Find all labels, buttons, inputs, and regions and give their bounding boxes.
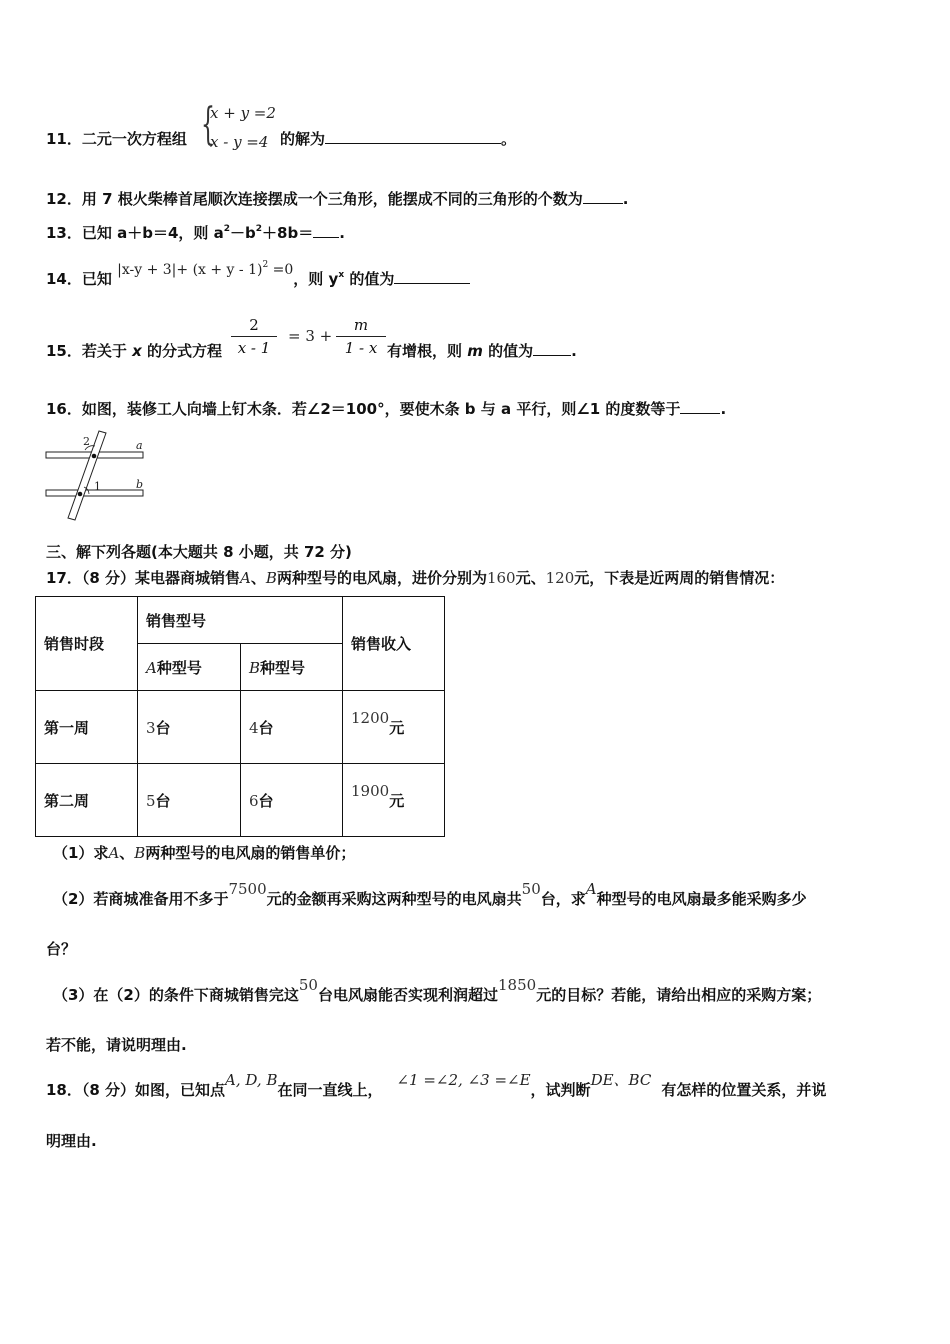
header-model: 销售型号 [138, 597, 343, 644]
equation-mid: = 3 + [288, 327, 333, 345]
cell-income: 1200元 [343, 691, 445, 764]
header-model-a: A种型号 [138, 644, 241, 691]
equation: $|x-y + 3|+ (x + y - 1)^2 =0$ [117, 260, 294, 278]
cell-period: 第二周 [36, 764, 138, 837]
label-1: 1 [94, 480, 101, 493]
label-2: 2 [83, 435, 90, 448]
nail-top [92, 454, 97, 459]
equation-1: x + y =2 [210, 104, 276, 122]
sales-table [35, 596, 445, 837]
cell-b: 6台 [241, 764, 343, 837]
fraction-1: 2 x - 1 [231, 316, 277, 357]
question-15-start: 15．若关于 x 的分式方程 [46, 342, 223, 360]
nail-bottom [78, 492, 83, 497]
header-income: 销售收入 [343, 597, 445, 691]
answer-blank[interactable] [680, 399, 720, 414]
wood-strips-figure [40, 428, 152, 524]
table-row [36, 764, 445, 837]
cell-a: 3台 [138, 691, 241, 764]
answer-blank[interactable] [325, 129, 501, 144]
fraction-bar [231, 336, 277, 337]
question-13: 13．已知 a＋b＝4，则 $a^2-b^2+8b=$ . [46, 224, 345, 242]
table-row [36, 691, 445, 764]
question-17-part-3-cont: 若不能，请说明理由. [46, 1036, 187, 1054]
question-17-part-2-cont: 台？ [46, 940, 77, 958]
question-18-cont: 明理由. [46, 1132, 97, 1150]
fraction-2: m 1 - x [336, 316, 386, 357]
fraction-bar [336, 336, 386, 337]
label-a: a [136, 439, 143, 452]
answer-blank[interactable] [583, 189, 623, 204]
system-brace: { [201, 99, 215, 150]
header-period: 销售时段 [36, 597, 138, 691]
answer-blank[interactable] [313, 223, 339, 238]
question-14: 14．已知 $|x-y + 3|+ (x + y - 1)^2 =0$，则 $y^x$ 的值为 [46, 268, 470, 289]
cell-period: 第一周 [36, 691, 138, 764]
question-17: 17．（8 分）某电器商城销售A、B两种型号的电风扇，进价分别为160元、120元，下表是近两周的销售情况： [46, 569, 785, 587]
question-16: 16．如图，装修工人向墙上钉木条．若∠2＝100°，要使木条 b 与 a 平行，则∠1 的度数等于 . [46, 400, 727, 418]
cell-b: 4台 [241, 691, 343, 764]
question-15-tail: 有增根，则 m 的值为 . [387, 342, 577, 360]
question-11-tail: 的解为 。 [280, 130, 517, 148]
question-12: 12．用 7 根火柴棒首尾顺次连接摆成一个三角形，能摆成不同的三角形的个数为 . [46, 190, 629, 208]
section-title: 三、解下列各题(本大题共 8 小题，共 72 分) [46, 543, 352, 561]
equation-2: x - y =4 [210, 133, 269, 151]
answer-blank[interactable] [533, 341, 571, 356]
question-17-part-1: （1）求A、B两种型号的电风扇的销售单价； [53, 844, 356, 862]
label-b: b [136, 478, 144, 491]
question-11: 11．二元一次方程组 [46, 130, 187, 148]
question-17-part-3: （3）在（2）的条件下商城销售完这50台电风扇能否实现利润超过1850元的目标？若能，请给出相应的采购方案； [53, 976, 822, 1004]
cell-income: 1900元 [343, 764, 445, 837]
question-18: 18．（8 分）如图，已知点A, D, B在同一直线上，∠1 =∠2, ∠3 =∠E，试判断DE、BC有怎样的位置关系，并说 [46, 1071, 827, 1099]
header-model-b: B种型号 [241, 644, 343, 691]
answer-blank[interactable] [394, 269, 470, 284]
cell-a: 5台 [138, 764, 241, 837]
question-17-part-2: （2）若商城准备用不多于7500元的金额再采购这两种型号的电风扇共50台，求A种型号的电风扇最多能采购多少 [53, 880, 807, 908]
